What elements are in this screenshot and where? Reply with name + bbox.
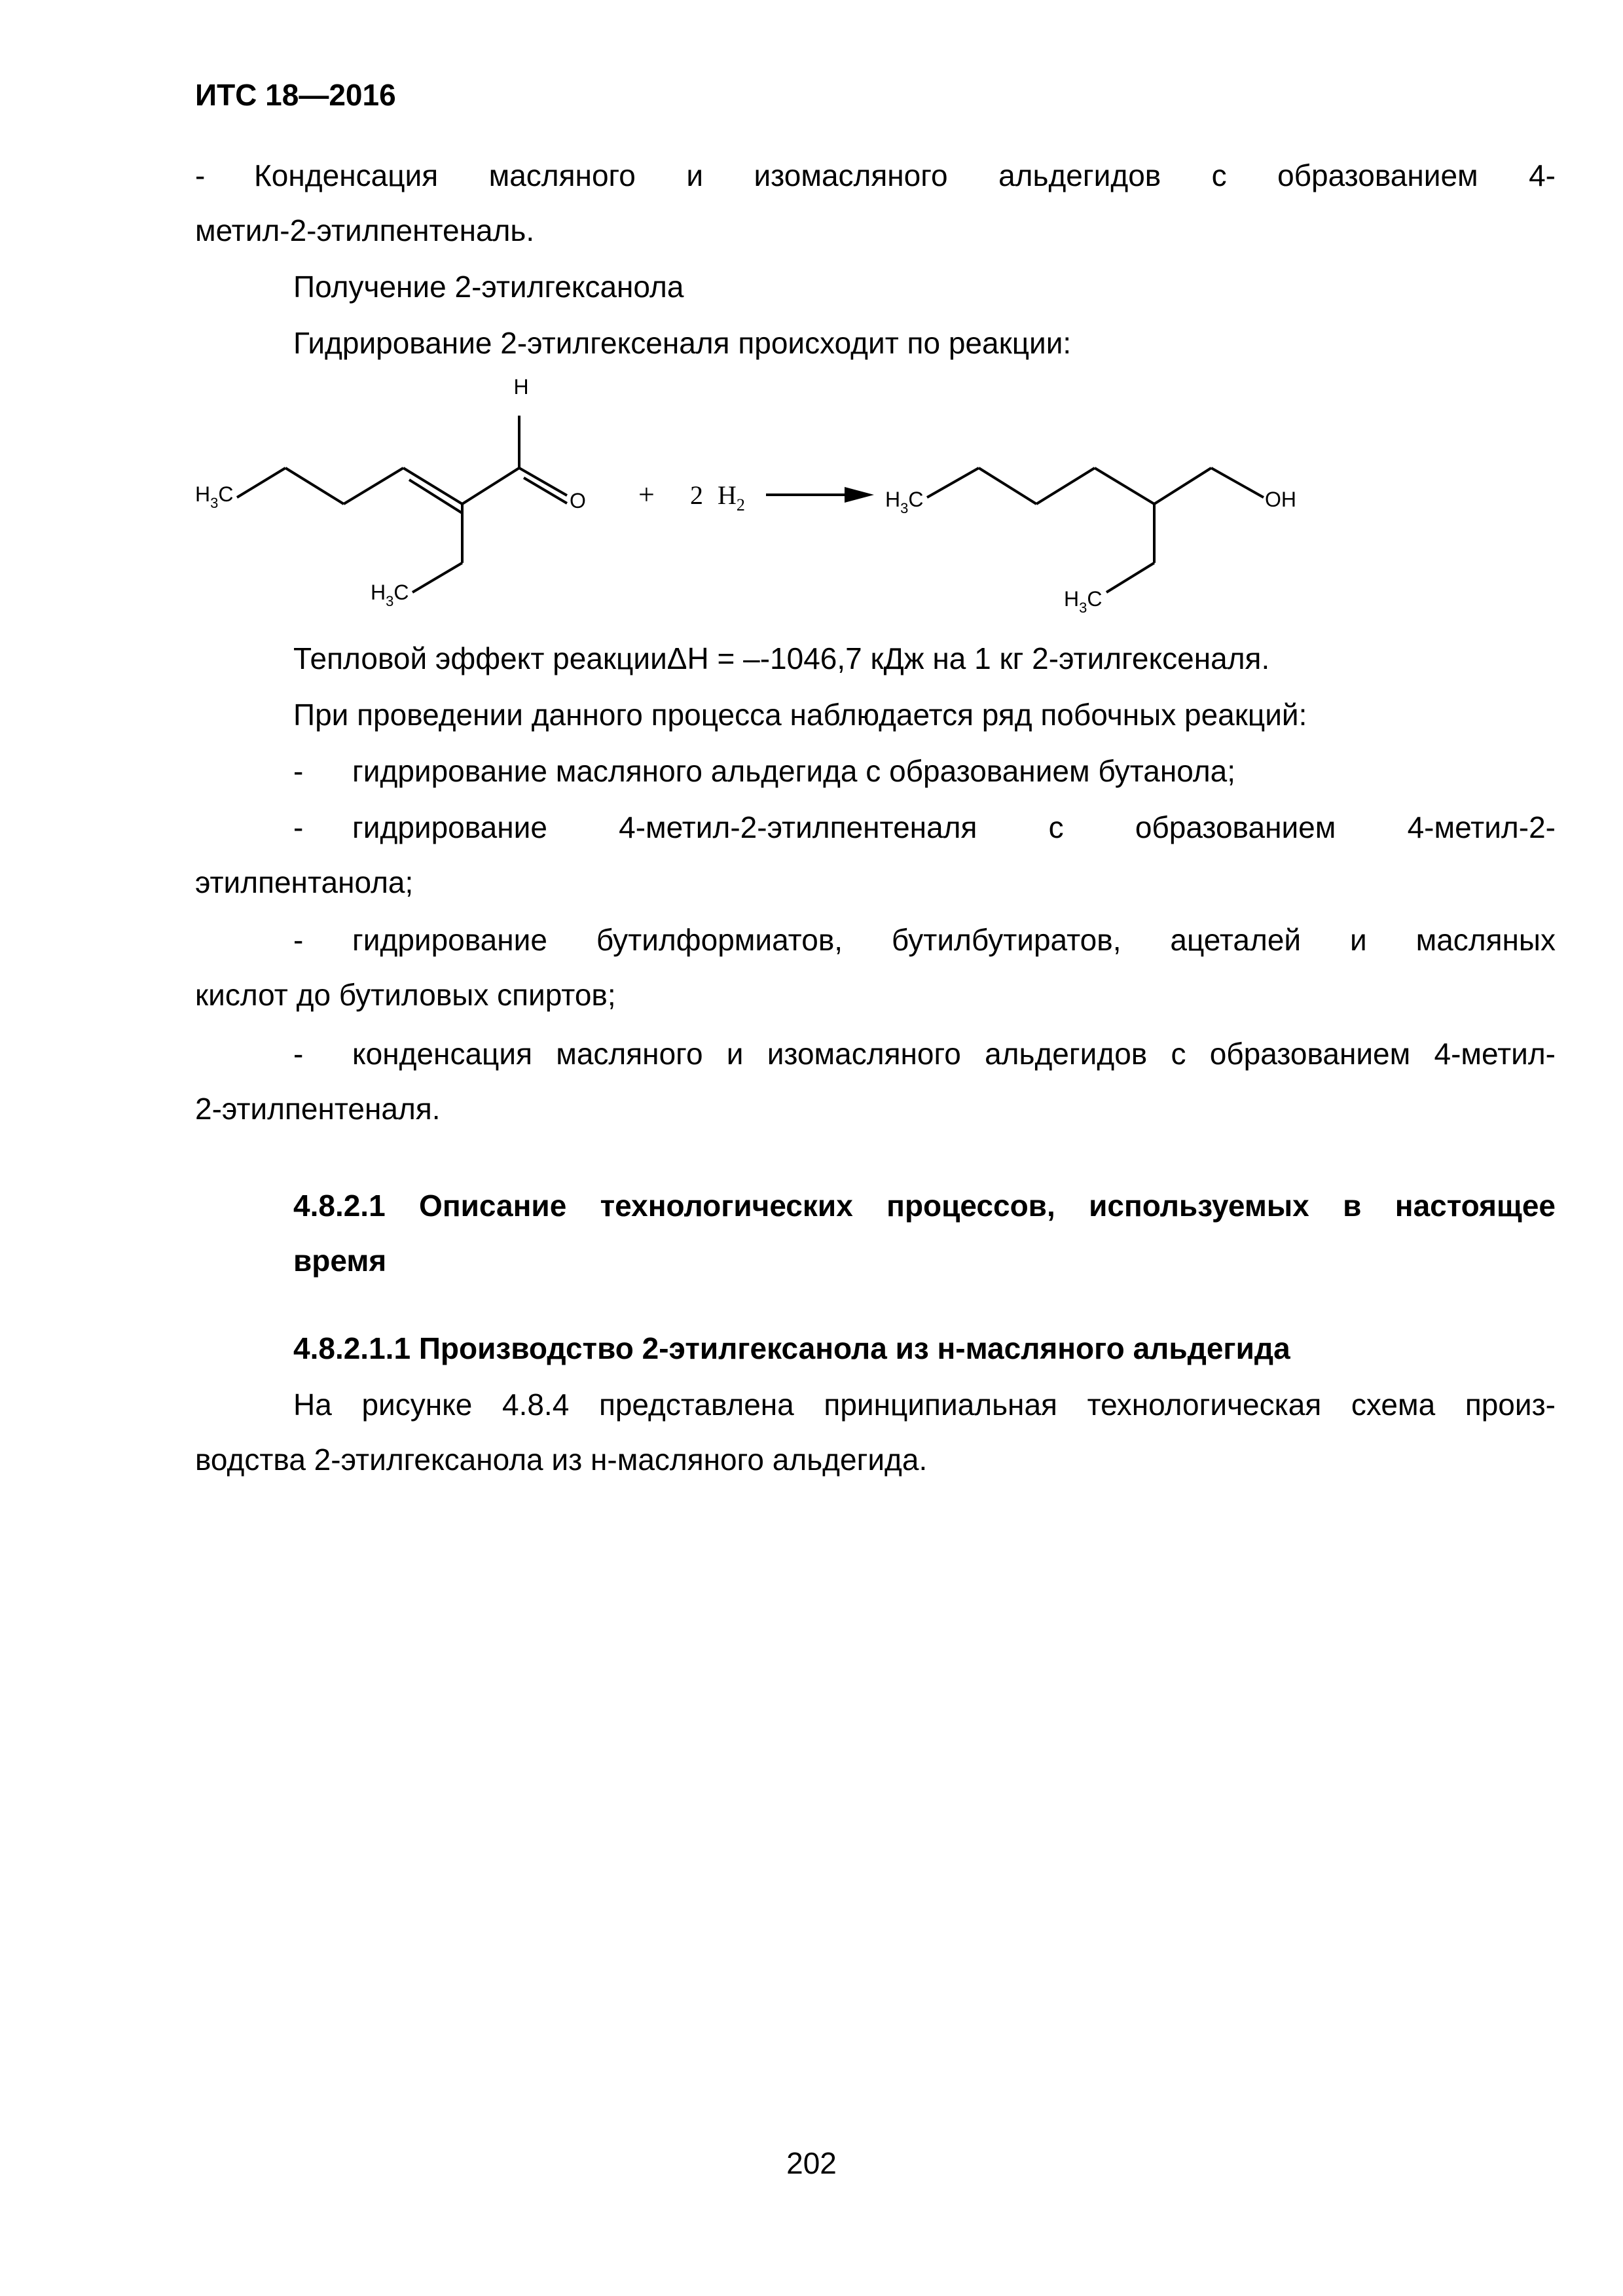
paragraph-hydrogenation [195,315,1556,370]
paragraph-text: метил-2-этилпентеналь. [195,213,535,247]
list-dash: - [293,754,304,788]
paragraph-text: При проведении данного процесса наблюдается ряд побочных реакций: [293,698,1307,732]
methyl-subscript: 3 [900,500,909,516]
paragraph-figure-reference [195,1377,1556,1487]
paragraph-text: Тепловой эффект реакцииΔН = –-1046,7 кДж на 1 кг 2-этилгексеналя. [293,641,1270,675]
paragraph-line [195,912,1556,967]
list-dash: - [293,1037,304,1071]
methyl-subscript: 3 [210,495,219,511]
oxygen-label: O [570,489,586,512]
methyl-label [1064,587,1102,616]
list-item [195,800,1556,910]
hydroxyl-label: OH [1265,488,1296,511]
h2-h: H [718,480,737,510]
paragraph-text: Конденсация масляного и изомасляного альдегидов с образованием 4- [254,158,1556,192]
reactant-skeleton [237,416,567,592]
list-item-text: гидрирование масляного альдегида с образованием бутанола; [352,754,1236,788]
methyl-h: H [1064,587,1080,611]
list-dash: - [293,810,304,844]
document-code-header: ИТС 18—2016 [195,78,396,112]
paragraph-subtitle [195,259,1556,314]
list-item-text: этилпентанола; [195,865,414,899]
product-skeleton [927,468,1264,592]
list-item-text: гидрирование бутилформиатов, бутилбутиратов, ацеталей и масляных [352,923,1556,957]
methyl-subscript: 3 [386,593,394,609]
section-heading [195,1178,1556,1288]
paragraph-side-reactions [195,687,1556,742]
methyl-subscript: 3 [1079,600,1087,616]
methyl-c: C [393,581,409,604]
list-item [195,912,1556,1022]
paragraph-line [195,148,1556,203]
methyl-c: C [908,488,924,511]
list-item-text: гидрирование 4-метил-2-этилпентеналя с образованием 4-метил-2- [352,810,1556,844]
section-heading-line: 4.8.2.1 Описание технологических процессов, используемых в настоящее [293,1189,1556,1223]
methyl-h: H [195,482,211,506]
paragraph-line [195,1026,1556,1081]
list-item [195,744,1556,798]
plus-sign: + [638,478,655,511]
methyl-h: H [371,581,386,604]
paragraph-heat-effect [195,631,1556,686]
paragraph-line [195,744,1556,798]
page-number: 202 [786,2146,837,2180]
list-item-text: кислот до бутиловых спиртов; [195,978,616,1012]
paragraph-condensation [195,148,1556,258]
methyl-c: C [1087,587,1103,611]
methyl-h: H [885,488,901,511]
hydrogen-label: H [513,375,529,399]
methyl-c: C [218,482,234,506]
list-dash: - [195,158,206,192]
paragraph-text: Получение 2-этилгексанола [293,270,684,304]
list-item-text: 2-этилпентеналя. [195,1092,441,1126]
paragraph-text: водства 2-этилгексанола из н-масляного альдегида. [195,1443,928,1477]
reaction-arrow [766,487,874,503]
subsection-heading-text: 4.8.2.1.1 Производство 2-этилгексанола из н-масляного альдегида [293,1331,1290,1365]
list-item-text: конденсация масляного и изомасляного альдегидов с образованием 4-метил- [352,1037,1556,1071]
section-heading-line: время [293,1244,387,1278]
list-dash: - [293,923,304,957]
paragraph-line [195,800,1556,855]
methyl-label [195,482,233,511]
list-item [195,1026,1556,1136]
paragraph-text: На рисунке 4.8.4 представлена принципиальная технологическая схема произ- [293,1388,1556,1422]
h2-formula [718,480,745,514]
reaction-scheme [0,367,1623,641]
h2-coefficient: 2 [690,480,703,510]
subsection-heading [195,1321,1556,1376]
paragraph-text: Гидрирование 2-этилгексеналя происходит по реакции: [293,326,1072,360]
methyl-label [371,581,409,609]
h2-subscript: 2 [736,495,745,514]
methyl-label [885,488,923,516]
